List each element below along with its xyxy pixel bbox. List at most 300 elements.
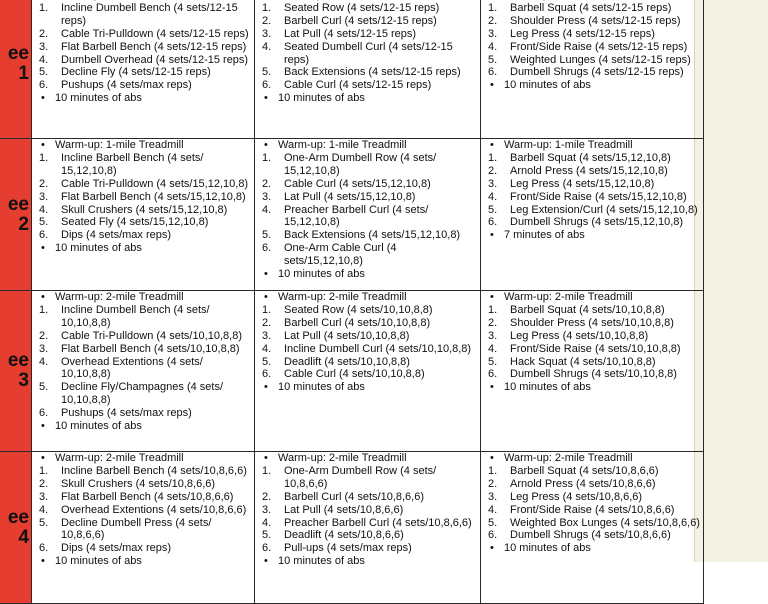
exercise-text: Skull Crushers (4 sets/10,8,6,6) [61,477,216,490]
exercise-number: 6. [39,407,49,420]
bullet-icon: • [490,229,494,242]
bullet-icon: • [41,139,45,151]
exercise-text: Lat Pull (4 sets/12-15 reps) [284,27,417,40]
exercise-number: 3. [488,177,498,190]
exercise-text: Incline Barbell Bench (4 sets/10,8,6,6) [61,464,247,477]
exercise-item [484,368,700,381]
warmup-text: Warm-up: 2-mile Treadmill [278,291,407,303]
exercise-text: Cable Curl (4 sets/15,12,10,8) [284,177,431,190]
exercise-text: Incline Dumbell Bench (4 sets/12-15 [61,1,238,14]
exercise-item [258,15,477,28]
abs-text: 10 minutes of abs [55,242,142,255]
exercise-number: 2. [39,177,49,190]
exercise-item [484,204,700,217]
bullet-icon: • [264,268,268,281]
exercise-text-continued: 10,8,6,6) [61,529,105,542]
exercise-item [258,529,477,542]
week-row [0,452,704,604]
exercise-number: 3. [488,490,498,503]
exercise-item [35,204,251,217]
exercise-text: Weighted Lunges (4 sets/12-15 reps) [510,53,691,66]
exercise-text: Incline Barbell Bench (4 sets/ [61,151,204,164]
exercise-text-continued: reps) [284,53,310,66]
warmup-text: Warm-up: 2-mile Treadmill [504,291,633,303]
exercise-text: Incline Dumbell Bench (4 sets/ [61,303,210,316]
exercise-item [35,407,251,420]
exercise-list [258,139,477,281]
week-row [0,139,704,291]
exercise-item [35,2,251,28]
exercise-item [484,356,700,369]
bullet-icon: • [41,420,45,433]
exercise-item [35,381,251,407]
exercise-number: 4. [262,40,272,53]
exercise-item [258,204,477,230]
week-label-text: ee [7,193,29,215]
exercise-text: Overhead Extentions (4 sets/ [61,355,203,368]
abs-text: 7 minutes of abs [504,229,585,242]
exercise-number: 5. [39,216,49,229]
exercise-text: Pushups (4 sets/max reps) [61,407,192,420]
exercise-text: Lat Pull (4 sets/10,10,8,8) [284,329,410,342]
abs-item [484,79,700,92]
exercise-number: 5. [262,529,272,542]
exercise-text: Barbell Curl (4 sets/10,10,8,8) [284,316,431,329]
exercise-item [258,343,477,356]
bullet-icon: • [264,139,268,151]
bullet-icon: • [41,291,45,303]
bullet-icon: • [490,139,494,151]
exercise-number: 5. [39,381,49,394]
abs-item [258,268,477,281]
warmup-text: Warm-up: 1-mile Treadmill [278,139,407,151]
exercise-text: Dumbell Overhead (4 sets/12-15 reps) [61,53,249,66]
exercise-item [35,28,251,41]
exercise-text: Arnold Press (4 sets/15,12,10,8) [510,164,668,177]
exercise-item [484,2,700,15]
week-label-cell [0,0,32,139]
exercise-number: 1. [488,303,498,316]
abs-text: 10 minutes of abs [504,542,591,555]
exercise-list [484,452,700,555]
exercise-item [258,504,477,517]
exercise-item [484,465,700,478]
exercise-item [35,41,251,54]
exercise-text: Seated Dumbell Curl (4 sets/12-15 [284,40,453,53]
exercise-number: 5. [488,516,498,529]
exercise-item [484,216,700,229]
exercise-number: 2. [39,27,49,40]
exercise-number: 4. [262,203,272,216]
exercise-item [258,152,477,178]
exercise-number: 1. [39,303,49,316]
exercise-text: Dips (4 sets/max reps) [61,229,172,242]
exercise-text: Leg Press (4 sets/15,12,10,8) [510,177,655,190]
exercise-text: Decline Fly/Champagnes (4 sets/ [61,381,224,394]
exercise-number: 5. [488,203,498,216]
exercise-number: 6. [39,542,49,555]
exercise-number: 6. [262,368,272,381]
week-row [0,291,704,452]
warmup-text [55,0,184,1]
exercise-text: Lat Pull (4 sets/15,12,10,8) [284,190,416,203]
exercise-number: 6. [39,229,49,242]
abs-text: 10 minutes of abs [278,92,365,105]
abs-text: 10 minutes of abs [55,555,142,568]
exercise-item [484,165,700,178]
exercise-number: 1. [39,151,49,164]
exercise-list [484,0,700,92]
exercise-text: Cable Curl (4 sets/10,10,8,8) [284,368,425,381]
exercise-text: Dumbell Shrugs (4 sets/12-15 reps) [510,66,684,79]
week-label-text: ee [7,350,29,371]
exercise-text: Leg Extension/Curl (4 sets/15,12,10,8) [510,203,698,216]
week-label-cell [0,452,32,604]
exercise-item [484,28,700,41]
exercise-text: Front/Side Raise (4 sets/10,10,8,8) [510,342,681,355]
workout-day-cell-day-a [32,291,255,452]
exercise-text: Incline Dumbell Curl (4 sets/10,10,8,8) [284,342,472,355]
exercise-item [258,542,477,555]
workout-day-cell-day-a [32,139,255,291]
workout-day-cell-day-b [255,452,481,604]
exercise-text: Decline Fly (4 sets/12-15 reps) [61,66,211,79]
exercise-item [35,491,251,504]
exercise-number: 3. [262,190,272,203]
week-row [0,0,704,139]
abs-item [258,92,477,105]
exercise-item [258,178,477,191]
exercise-item [258,491,477,504]
exercise-number: 6. [488,216,498,229]
exercise-item [484,517,700,530]
exercise-number: 1. [39,464,49,477]
exercise-number: 6. [262,242,272,255]
exercise-item [35,178,251,191]
exercise-number: 2. [488,164,498,177]
exercise-item [35,54,251,67]
exercise-item [484,66,700,79]
exercise-text: Arnold Press (4 sets/10,8,6,6) [510,477,656,490]
exercise-list [258,291,477,394]
exercise-number: 5. [262,355,272,368]
exercise-text: One-Arm Cable Curl (4 sets/15,12,10,8) [284,242,397,268]
exercise-item [258,304,477,317]
exercise-number: 2. [262,14,272,27]
bullet-icon: • [490,381,494,394]
exercise-item [35,478,251,491]
exercise-text: Overhead Extentions (4 sets/10,8,6,6) [61,503,247,516]
abs-item [484,542,700,555]
exercise-text: Back Extensions (4 sets/15,12,10,8) [284,229,461,242]
exercise-list [35,139,251,255]
exercise-text: Barbell Squat (4 sets/10,8,6,6) [510,464,659,477]
exercise-number: 2. [488,14,498,27]
exercise-text-continued: 10,8,6,6) [284,477,328,490]
exercise-text: Front/Side Raise (4 sets/12-15 reps) [510,40,688,53]
abs-item [35,242,251,255]
warmup-text [278,0,407,1]
exercise-item [258,317,477,330]
exercise-item [35,356,251,382]
warmup-item [258,452,477,465]
bullet-icon: • [264,452,268,464]
exercise-item [258,28,477,41]
bullet-icon: • [264,555,268,568]
exercise-item [484,304,700,317]
workout-day-cell-day-b [255,0,481,139]
exercise-number: 6. [488,66,498,79]
exercise-item [484,504,700,517]
exercise-text: Cable Tri-Pulldown (4 sets/12-15 reps) [61,27,249,40]
exercise-text: Flat Barbell Bench (4 sets/10,10,8,8) [61,342,240,355]
exercise-number: 3. [262,503,272,516]
exercise-item [258,465,477,491]
week-number: 4 [18,526,29,548]
exercise-text: Deadlift (4 sets/10,10,8,8) [284,355,410,368]
warmup-item [35,291,251,304]
warmup-text [504,0,633,1]
exercise-text: Leg Press (4 sets/10,10,8,8) [510,329,649,342]
warmup-text: Warm-up: 1-mile Treadmill [55,139,184,151]
exercise-text: Hack Squat (4 sets/10,10,8,8) [510,355,656,368]
exercise-list [484,291,700,394]
exercise-list [35,452,251,568]
exercise-number: 3. [39,190,49,203]
exercise-item [484,178,700,191]
exercise-item [35,465,251,478]
exercise-number: 6. [262,79,272,92]
exercise-text-continued: 10,10,8,8) [61,368,111,381]
exercise-text: One-Arm Dumbell Row (4 sets/ [284,464,437,477]
exercise-text: Leg Press (4 sets/12-15 reps) [510,27,655,40]
exercise-text-continued: 15,12,10,8) [284,216,340,229]
workout-day-cell-day-a [32,0,255,139]
exercise-number: 4. [262,342,272,355]
exercise-number: 4. [488,503,498,516]
bullet-icon: • [264,381,268,394]
exercise-item [35,343,251,356]
week-label-text: ee [7,42,29,64]
exercise-text-continued: reps) [61,14,87,27]
exercise-item [35,229,251,242]
exercise-text: Decline Dumbell Press (4 sets/ [61,516,212,529]
exercise-item [258,330,477,343]
exercise-text: Flat Barbell Bench (4 sets/15,12,10,8) [61,190,246,203]
exercise-text: Flat Barbell Bench (4 sets/10,8,6,6) [61,490,234,503]
exercise-item [484,343,700,356]
exercise-text: Barbell Curl (4 sets/10,8,6,6) [284,490,425,503]
warmup-item [258,139,477,152]
exercise-item [35,517,251,543]
exercise-number: 1. [488,151,498,164]
bullet-icon: • [490,452,494,464]
exercise-number: 2. [262,177,272,190]
workout-day-cell-day-b [255,139,481,291]
exercise-item [484,152,700,165]
exercise-text-continued: 15,12,10,8) [61,164,117,177]
exercise-text: Weighted Box Lunges (4 sets/10,8,6,6) [510,516,700,529]
exercise-item [258,356,477,369]
abs-item [484,381,700,394]
abs-item [258,381,477,394]
exercise-text: Dips (4 sets/max reps) [61,542,172,555]
exercise-number: 5. [39,66,49,79]
exercise-number: 1. [262,303,272,316]
workout-day-cell-day-a [32,452,255,604]
exercise-item [35,304,251,330]
exercise-item [258,79,477,92]
exercise-number: 1. [39,1,49,14]
exercise-number: 3. [39,490,49,503]
exercise-item [484,317,700,330]
exercise-text: Seated Fly (4 sets/15,12,10,8) [61,216,209,229]
exercise-text: Leg Press (4 sets/10,8,6,6) [510,490,643,503]
exercise-text: Seated Row (4 sets/12-15 reps) [284,1,440,14]
exercise-text: Pull-ups (4 sets/max reps) [284,542,412,555]
warmup-text: Warm-up: 2-mile Treadmill [55,452,184,464]
exercise-number: 3. [488,27,498,40]
exercise-item [484,330,700,343]
exercise-text: Shoulder Press (4 sets/10,10,8,8) [510,316,674,329]
exercise-number: 6. [488,529,498,542]
exercise-item [484,478,700,491]
exercise-item [35,191,251,204]
week-label-cell [0,139,32,291]
workout-day-cell-day-b [255,291,481,452]
exercise-text: Preacher Barbell Curl (4 sets/ [284,203,429,216]
exercise-number: 3. [488,329,498,342]
exercise-text: Cable Tri-Pulldown (4 sets/15,12,10,8) [61,177,249,190]
exercise-text: Front/Side Raise (4 sets/15,12,10,8) [510,190,687,203]
exercise-item [484,529,700,542]
warmup-item [35,139,251,152]
bullet-icon: • [490,291,494,303]
exercise-item [258,41,477,67]
exercise-number: 6. [39,79,49,92]
abs-text: 10 minutes of abs [55,92,142,105]
abs-text: 10 minutes of abs [278,381,365,394]
exercise-number: 2. [39,329,49,342]
exercise-item [258,66,477,79]
exercise-item [484,54,700,67]
exercise-item [484,191,700,204]
exercise-number: 1. [262,151,272,164]
exercise-number: 4. [39,203,49,216]
exercise-text: Pushups (4 sets/max reps) [61,79,192,92]
exercise-text: Dumbell Shrugs (4 sets/10,8,6,6) [510,529,671,542]
exercise-text-continued: 10,10,8,8) [61,316,111,329]
exercise-number: 4. [488,40,498,53]
exercise-number: 1. [488,1,498,14]
exercise-number: 4. [39,503,49,516]
warmup-item [484,291,700,304]
exercise-text: Front/Side Raise (4 sets/10,8,6,6) [510,503,675,516]
bullet-icon: • [264,291,268,303]
exercise-number: 4. [488,342,498,355]
bullet-icon: • [490,79,494,92]
abs-text: 10 minutes of abs [278,268,365,281]
bullet-icon: • [41,452,45,464]
exercise-text: Shoulder Press (4 sets/12-15 reps) [510,14,681,27]
exercise-list [484,139,700,242]
exercise-item [35,79,251,92]
bullet-icon: • [490,542,494,555]
abs-text: 10 minutes of abs [278,555,365,568]
exercise-text: One-Arm Dumbell Row (4 sets/ [284,151,437,164]
exercise-item [258,368,477,381]
page-edge [694,0,768,562]
abs-item [35,92,251,105]
warmup-text: Warm-up: 1-mile Treadmill [504,139,633,151]
exercise-number: 4. [262,516,272,529]
exercise-number: 2. [488,316,498,329]
exercise-number: 3. [39,40,49,53]
week-label-text: ee [7,506,29,528]
warmup-item [484,452,700,465]
exercise-text: Barbell Curl (4 sets/12-15 reps) [284,14,437,27]
workout-day-cell-day-c [481,139,704,291]
exercise-number: 5. [262,229,272,242]
exercise-number: 3. [262,329,272,342]
exercise-number: 2. [262,316,272,329]
exercise-text: Deadlift (4 sets/10,8,6,6) [284,529,404,542]
exercise-item [35,542,251,555]
exercise-text: Dumbell Shrugs (4 sets/15,12,10,8) [510,216,684,229]
exercise-text: Back Extensions (4 sets/12-15 reps) [284,66,461,79]
exercise-list [35,291,251,433]
warmup-text: Warm-up: 2-mile Treadmill [55,291,184,303]
warmup-item [258,291,477,304]
exercise-list [258,0,477,105]
exercise-number: 2. [262,490,272,503]
exercise-item [258,191,477,204]
exercise-number: 5. [488,53,498,66]
exercise-text-continued: 15,12,10,8) [284,164,340,177]
exercise-text: Lat Pull (4 sets/10,8,6,6) [284,503,404,516]
exercise-text: Flat Barbell Bench (4 sets/12-15 reps) [61,40,247,53]
week-number: 2 [18,213,29,235]
warmup-item [484,139,700,152]
workout-day-cell-day-c [481,0,704,139]
exercise-number: 3. [39,342,49,355]
exercise-number: 2. [488,477,498,490]
exercise-number: 5. [488,355,498,368]
abs-text: 10 minutes of abs [504,79,591,92]
exercise-number: 4. [488,190,498,203]
exercise-item [35,152,251,178]
exercise-text: Cable Curl (4 sets/12-15 reps) [284,79,432,92]
exercise-text: Dumbell Shrugs (4 sets/10,10,8,8) [510,368,677,381]
exercise-text: Seated Row (4 sets/10,10,8,8) [284,303,433,316]
exercise-text: Preacher Barbell Curl (4 sets/10,8,6,6) [284,516,472,529]
exercise-item [484,41,700,54]
exercise-text: Skull Crushers (4 sets/15,12,10,8) [61,203,228,216]
workout-day-cell-day-c [481,452,704,604]
exercise-number: 1. [262,464,272,477]
exercise-item [258,517,477,530]
exercise-number: 5. [39,516,49,529]
exercise-number: 1. [262,1,272,14]
week-label-cell [0,291,32,452]
exercise-text-continued: 10,10,8,8) [61,394,111,407]
bullet-icon: • [41,555,45,568]
exercise-item [484,15,700,28]
bullet-icon: • [264,92,268,105]
exercise-text: Barbell Squat (4 sets/12-15 reps) [510,1,672,14]
bullet-icon: • [41,242,45,255]
exercise-list [258,452,477,568]
